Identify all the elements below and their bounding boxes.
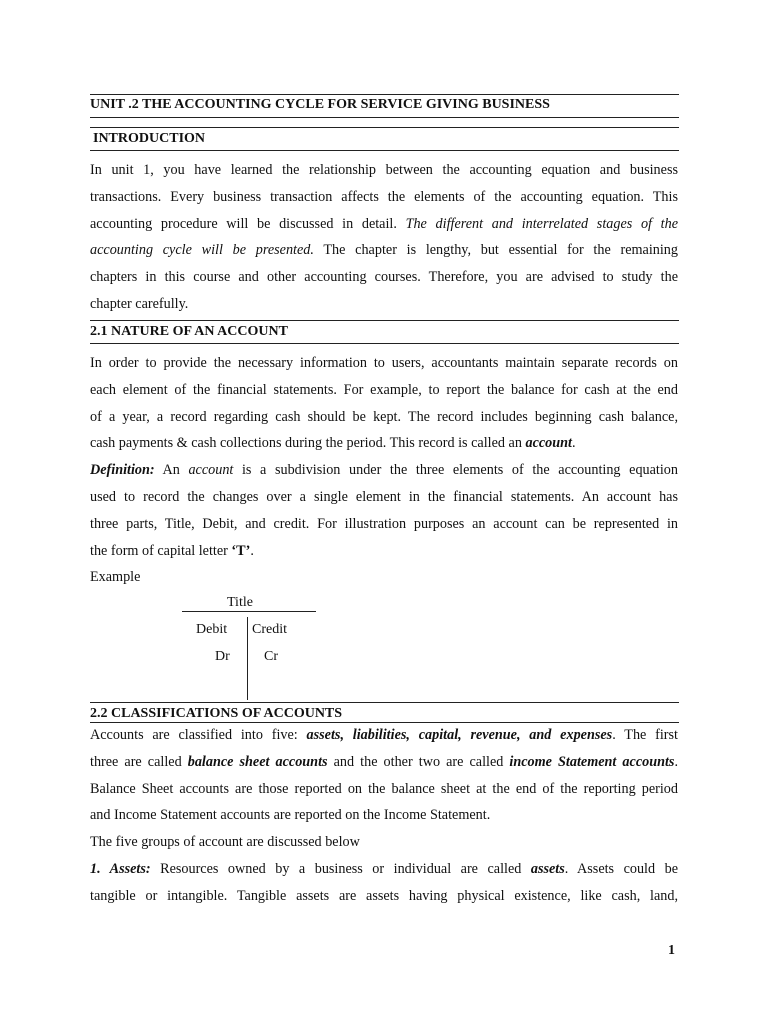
nature-top-rule <box>90 320 679 321</box>
definition-line: the form of capital letter ‘T’. <box>90 542 254 559</box>
intro-line: accounting procedure will be discussed in detail. The different and interrelated stages of the <box>90 215 678 232</box>
nature-line: each element of the financial statements. For example, to report the balance for cash at the end <box>90 381 678 398</box>
t-account-credit: Credit <box>252 622 287 637</box>
t-account-dr: Dr <box>215 649 230 664</box>
intro-paragraph <box>90 157 678 318</box>
intro-line: transactions. Every business transaction affects the elements of the accounting equation. This <box>90 188 678 205</box>
t-account-horizontal-line <box>182 611 316 612</box>
definition-line: Definition: An account is a subdivision under the three elements of the accounting equation <box>90 462 678 479</box>
intro-line: chapter carefully. <box>90 295 189 312</box>
classifications-line: and Income Statement accounts are reported on the Income Statement. <box>90 807 491 824</box>
classifications-line: Balance Sheet accounts are those reported on the balance sheet at the end of the reporting period <box>90 780 678 797</box>
t-account-title: Title <box>227 595 253 610</box>
assets-line: 1. Assets: Resources owned by a business or individual are called assets. Assets could be <box>90 860 678 877</box>
classifications-line: three are called balance sheet accounts and the other two are called income Statement accounts. <box>90 753 678 770</box>
classifications-heading: 2.2 CLASSIFICATIONS OF ACCOUNTS <box>90 706 343 721</box>
classifications-paragraph <box>90 722 678 910</box>
nature-bottom-rule <box>90 343 679 344</box>
nature-line: cash payments & cash collections during the period. This record is called an account. <box>90 435 576 452</box>
intro-top-rule <box>90 127 679 128</box>
intro-bottom-rule <box>90 150 679 151</box>
nature-paragraph <box>90 350 678 591</box>
intro-line: chapters in this course and other accounting courses. Therefore, you are advised to study the <box>90 269 678 286</box>
t-account-debit: Debit <box>196 622 228 637</box>
definition-line: used to record the changes over a single element in the financial statements. An account has <box>90 488 678 505</box>
nature-line: In order to provide the necessary information to users, accountants maintain separate records on <box>90 355 678 371</box>
assets-line: tangible or intangible. Tangible assets are assets having physical existence, like cash, land, <box>90 887 678 904</box>
example-label: Example <box>90 569 141 586</box>
intro-heading: INTRODUCTION <box>93 131 206 146</box>
unit-title-rule <box>90 117 679 118</box>
classifications-line: The five groups of account are discussed below <box>90 834 360 851</box>
nature-line: of a year, a record regarding cash should be kept. The record includes beginning cash balance, <box>90 408 678 425</box>
intro-line: accounting cycle will be presented. The chapter is lengthy, but essential for the remaining <box>90 242 678 259</box>
unit-title: UNIT .2 THE ACCOUNTING CYCLE FOR SERVICE GIVING BUSINESS <box>90 97 550 112</box>
page-number: 1 <box>668 943 675 958</box>
intro-line: In unit 1, you have learned the relationship between the accounting equation and business <box>90 162 678 178</box>
nature-heading: 2.1 NATURE OF AN ACCOUNT <box>90 324 288 339</box>
definition-line: three parts, Title, Debit, and credit. For illustration purposes an account can be represented in <box>90 515 678 532</box>
classifications-top-rule <box>90 702 679 703</box>
t-account-vertical-line <box>247 617 248 700</box>
t-account-cr: Cr <box>264 649 278 664</box>
classifications-line: Accounts are classified into five: assets, liabilities, capital, revenue, and expenses. The first <box>90 727 678 743</box>
